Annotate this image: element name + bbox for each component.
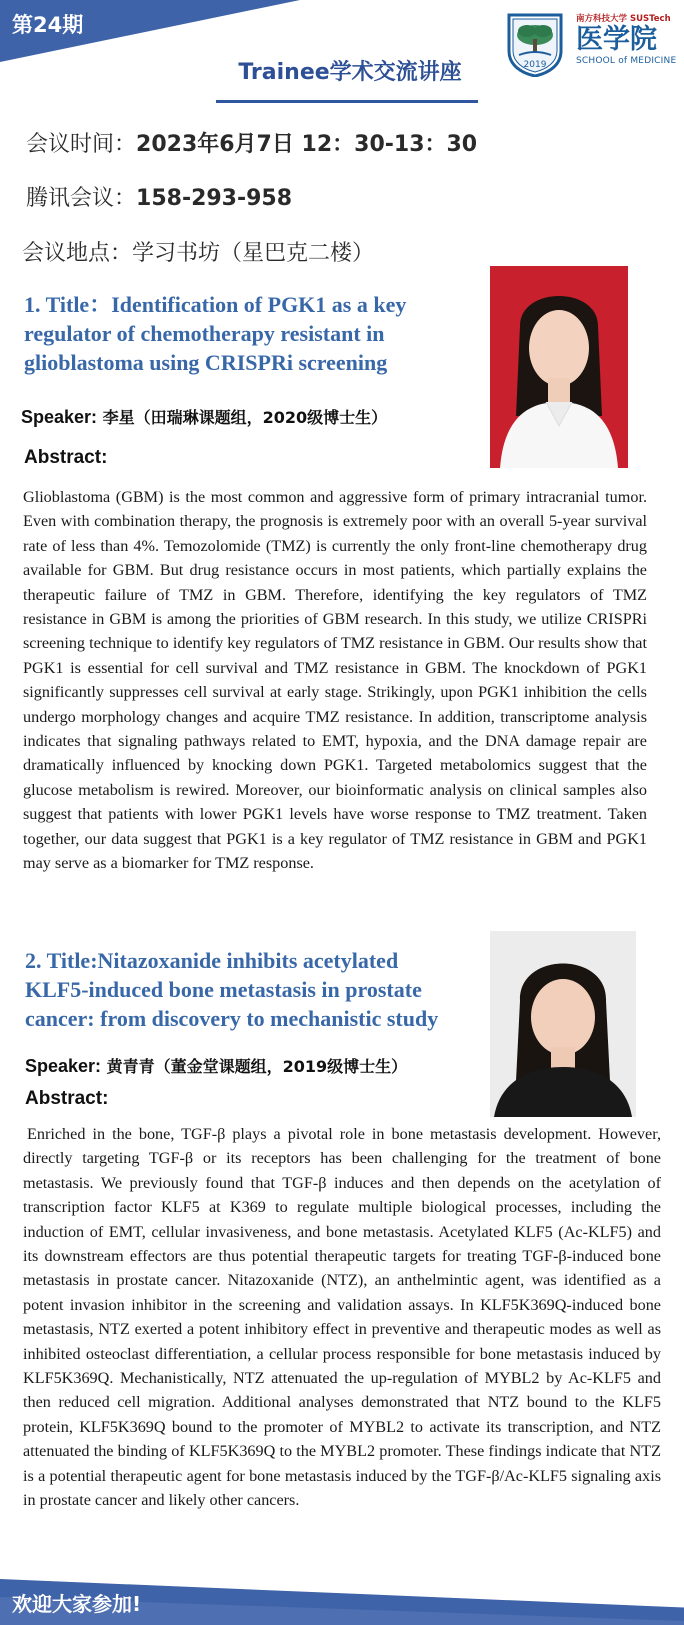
tencent-meeting-label: 腾讯会议： (26, 186, 137, 211)
talk-2-speaker (25, 1054, 407, 1077)
page-title: Trainee学术交流讲座 (238, 60, 462, 85)
talk-2-speaker-label: Speaker: (25, 1056, 102, 1076)
talk-1-title (24, 290, 474, 377)
talk-2-title (25, 946, 495, 1033)
talk-2-title-line-1: 2. Title:Nitazoxanide inhibits acetylated (25, 948, 399, 973)
talk-1-speaker-name: 李星（田瑞琳课题组，2020级博士生） (102, 408, 388, 427)
talk-1-abstract: Glioblastoma (GBM) is the most common and aggressive form of primary intracranial tumor. Even with combination therapy, the prognosis is extremely poor with an overall 5-year survival rate of less than 4%. Temozolomide (TMZ) is currently the only front-line chemotherapy drug available for GBM. But drug resistance occurs in most patients, which partially explains the therapeutic failure of TMZ in GBM. Therefore, identifying the key regulators of TMZ resistance in GBM is among the priorities of GBM research. In this study, we utilize CRISPRi screening technique to identify key regulators of TMZ resistance in GBM. Our results show that PGK1 is essential for cell survival and TMZ resistance in GBM. The knockdown of PGK1 significantly suppresses cell survival at early stage. Strikingly, upon PGK1 inhibition the cells undergo morphology changes and acquire TMZ resistance. In addition, transcriptome analysis indicates that signaling pathways related to EMT, hypoxia, and the DNA damage repair are dramatically influenced by knocking down PGK1. Targeted metabolomics suggest that the glucose metabolism is rewired. Moreover, our bioinformatic analysis on clinical samples also suggest that patients with lower PGK1 levels have worse response to TMZ treatment. Taken together, our data suggest that PGK1 is a key regulator of TMZ resistance in GBM and PGK1 may serve as a biomarker for TMZ response. (23, 488, 647, 873)
welcome-message: 欢迎大家参加! (12, 1592, 142, 1616)
meeting-time (26, 127, 477, 158)
talk-1-title-line-1: 1. Title：Identification of PGK1 as a key (24, 292, 407, 317)
speaker-2-portrait (490, 931, 636, 1117)
tencent-meeting-id: 158-293-958 (136, 186, 293, 211)
university-name: 南方科技大学 SUSTech (576, 14, 671, 24)
speaker-1-portrait (490, 266, 628, 468)
school-seal-logo (505, 11, 565, 77)
talk-2-title-line-2: KLF5-induced bone metastasis in prostate (25, 977, 422, 1002)
school-logo-text (576, 12, 676, 66)
issue-number: 第24期 (12, 13, 84, 37)
talk-1-speaker-label: Speaker: (21, 407, 98, 427)
talk-2-speaker-name: 黄青青（董金堂课题组，2019级博士生） (106, 1057, 408, 1076)
meeting-time-value: 2023年6月7日 12：30-13：30 (136, 132, 478, 157)
talk-1-title-line-3: glioblastoma using CRISPRi screening (24, 350, 388, 375)
talk-1-speaker (21, 405, 387, 428)
meeting-time-label: 会议时间： (26, 132, 137, 157)
talk-2-abstract-label: Abstract: (25, 1088, 109, 1109)
talk-1-title-line-2: regulator of chemotherapy resistant in (24, 321, 385, 346)
speaker-1-photo (490, 266, 628, 468)
talk-2-title-line-3: cancer: from discovery to mechanistic study (25, 1006, 439, 1031)
svg-text:2019: 2019 (523, 60, 547, 70)
school-name-en: SCHOOL of MEDICINE (576, 56, 677, 66)
meeting-location-value: 学习书坊（星巴克二楼） (132, 241, 375, 266)
meeting-location (22, 236, 374, 267)
talk-1-abstract-label: Abstract: (24, 447, 108, 468)
title-underline (216, 100, 478, 103)
meeting-location-label: 会议地点： (22, 241, 133, 266)
speaker-2-photo (490, 931, 636, 1117)
school-name-cn: 医学院 (576, 24, 657, 55)
talk-2-abstract: Enriched in the bone, TGF-β plays a pivotal role in bone metastasis development. However, directly targeting TGF-β or its receptors has been challenging for the treatment of bone metastasis. We previously found that TGF-β induces and then depends on the acetylation of transcription factor KLF5 at K369 to regulate multiple biological processes, including the induction of EMT, cellular invasiveness, and bone metastasis. Acetylated KLF5 (Ac-KLF5) and its downstream effectors are thus potential therapeutic targets for treating TGF-β-induced bone metastasis in prostate cancer. Nitazoxanide (NTZ), an anthelmintic agent, was identified as a potent invasion inhibitor in the screening and validation assays. In KLF5K369Q-induced bone metastasis, NTZ exerted a potent inhibitory effect in preventive and therapeutic modes as well as inhibited osteoclast differentiation, a cellular process responsible for bone metastasis induced by KLF5K369Q. Mechanistically, NTZ attenuated the up-regulation of MYBL2 by Ac-KLF5 and then reduced cell migration. Additional analyses demonstrated that NTZ bound to the KLF5 protein, KLF5K369Q bound to the promoter of MYBL2 to activate its transcription, and NTZ attenuated the binding of KLF5K369Q to the MYBL2 promoter. These findings indicate that NTZ is a potential therapeutic agent for bone metastasis induced by the TGF-β/Ac-KLF5 signaling axis in prostate cancer and likely other cancers. (23, 1125, 661, 1510)
tencent-meeting (26, 181, 292, 212)
